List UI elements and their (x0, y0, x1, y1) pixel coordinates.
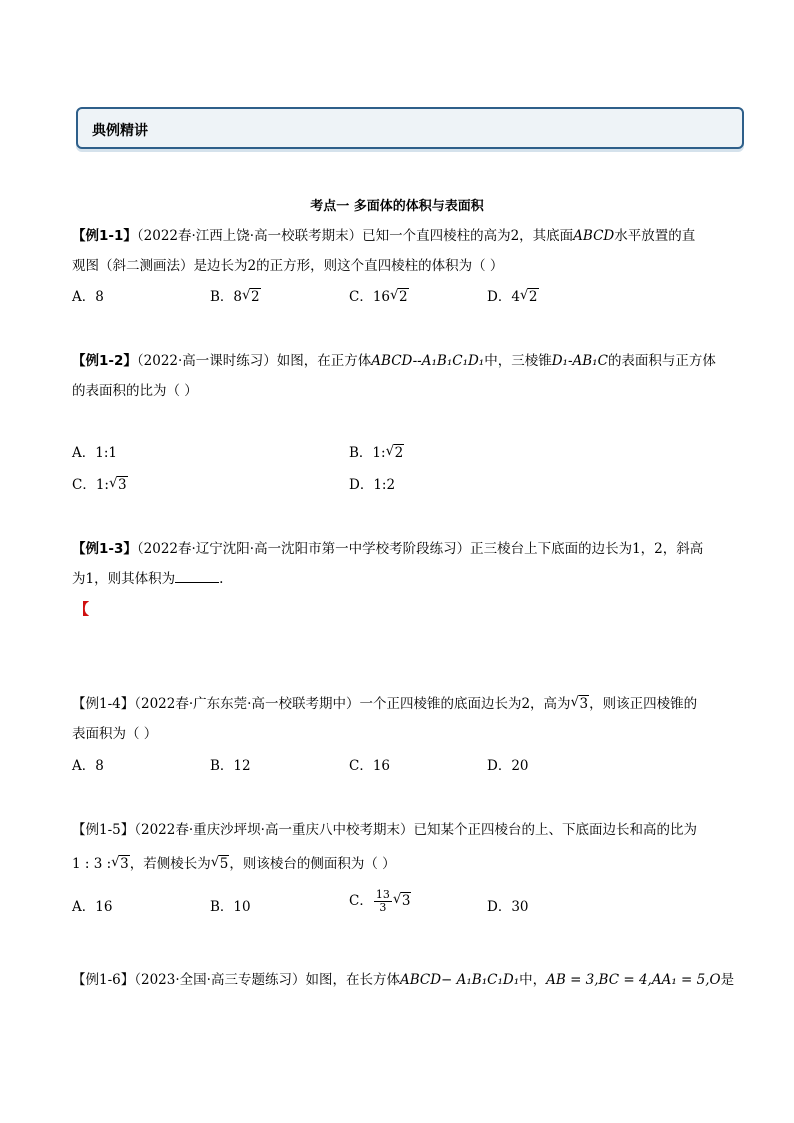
example-1-2-line-2: 的表面积的比为（ ） (72, 383, 198, 399)
example-tag: 【例1-4】 (72, 696, 135, 712)
example-tag: 【例1-2】 (72, 353, 137, 369)
example-1-5-line-2: 1 : 3 : √ 3，若侧棱长为 √ 5，则该棱台的侧面积为（ ） (72, 854, 396, 872)
option-b: B．1: √ 2 (349, 443, 404, 461)
option-b: B．10 (210, 899, 251, 915)
example-tag: 【例1-3】 (72, 541, 137, 557)
section-title: 考点一 多面体的体积与表面积 (310, 199, 484, 214)
sqrt-symbol: √ 2 (242, 287, 260, 305)
sqrt-symbol: √ 3 (111, 854, 129, 872)
option-c: C．16 √ 2 (349, 287, 408, 305)
example-tag: 【例1-5】 (72, 822, 135, 838)
option-b: B．8 √ 2 (210, 287, 260, 305)
example-tag: 【例1-6】 (72, 972, 135, 988)
example-1-5-line-1: 【例1-5】（2022春·重庆沙坪坝·高一重庆八中校考期末）已知某个正四棱台的上、下底面边长和高的比为 (72, 822, 697, 838)
fraction: $\frac{13}{3}$ (375, 888, 390, 914)
example-1-3-line-1: 【例1-3】（2022春·辽宁沈阳·高一沈阳市第一中学校考阶段练习）正三棱台上下底面的边长为1，2，斜高 (72, 541, 704, 557)
option-d: D．1:2 (349, 477, 396, 493)
banner-title: 典例精讲 (92, 123, 148, 139)
option-a: A．8 (72, 289, 104, 305)
option-a: A．16 (72, 899, 113, 915)
sqrt-symbol: √ 3 (108, 475, 127, 493)
option-a: A．1:1 (72, 445, 117, 461)
answer-blank[interactable] (175, 568, 219, 583)
option-d: D．20 (487, 758, 529, 774)
example-tag: 【例1-1】 (72, 228, 137, 244)
sqrt-symbol: √ 2 (519, 287, 538, 305)
option-d: D．30 (487, 899, 529, 915)
option-c: C．16 (349, 758, 391, 774)
sqrt-symbol: √ 3 (570, 694, 589, 712)
answer-marker: 【 (74, 600, 90, 618)
example-1-1-line-2: 观图（斜二测画法）是边长为2的正方形，则这个直四棱柱的体积为（ ） (72, 258, 504, 274)
example-1-2-line-1: 【例1-2】（2022·高一课时练习）如图，在正方体ABCD--A₁B₁C₁D₁中，三棱锥D₁-AB₁C的表面积与正方体 (72, 353, 716, 369)
option-d: D．4 √ 2 (487, 287, 538, 305)
example-1-4-line-1: 【例1-4】（2022春·广东东莞·高一校联考期中）一个正四棱锥的底面边长为2，高为 √ 3，则该正四棱锥的 (72, 694, 698, 712)
section-banner (76, 107, 744, 149)
option-a: A．8 (72, 758, 104, 774)
example-1-3-line-2: 为1，则其体积为 . (72, 568, 223, 589)
option-b: B．12 (210, 758, 251, 774)
option-c: C．1: √ 3 (72, 475, 127, 493)
sqrt-symbol: √ 3 (392, 891, 411, 909)
example-1-6-line-1: 【例1-6】（2023·全国·高三专题练习）如图，在长方体ABCD− A₁B₁C₁D₁中，AB = 3,BC = 4,AA₁ = 5,O是 (72, 972, 735, 988)
example-1-1-line-1: 【例1-1】（2022春·江西上饶·高一校联考期末）已知一个直四棱柱的高为2，其底面ABCD水平放置的直 (72, 228, 696, 244)
sqrt-symbol: √ 5 (210, 854, 229, 872)
sqrt-symbol: √ 2 (390, 287, 408, 305)
example-1-4-line-2: 表面积为（ ） (72, 726, 158, 742)
option-c: C． $\frac{13}{3}$ √ 3 (349, 888, 411, 914)
sqrt-symbol: √ 2 (385, 443, 404, 461)
